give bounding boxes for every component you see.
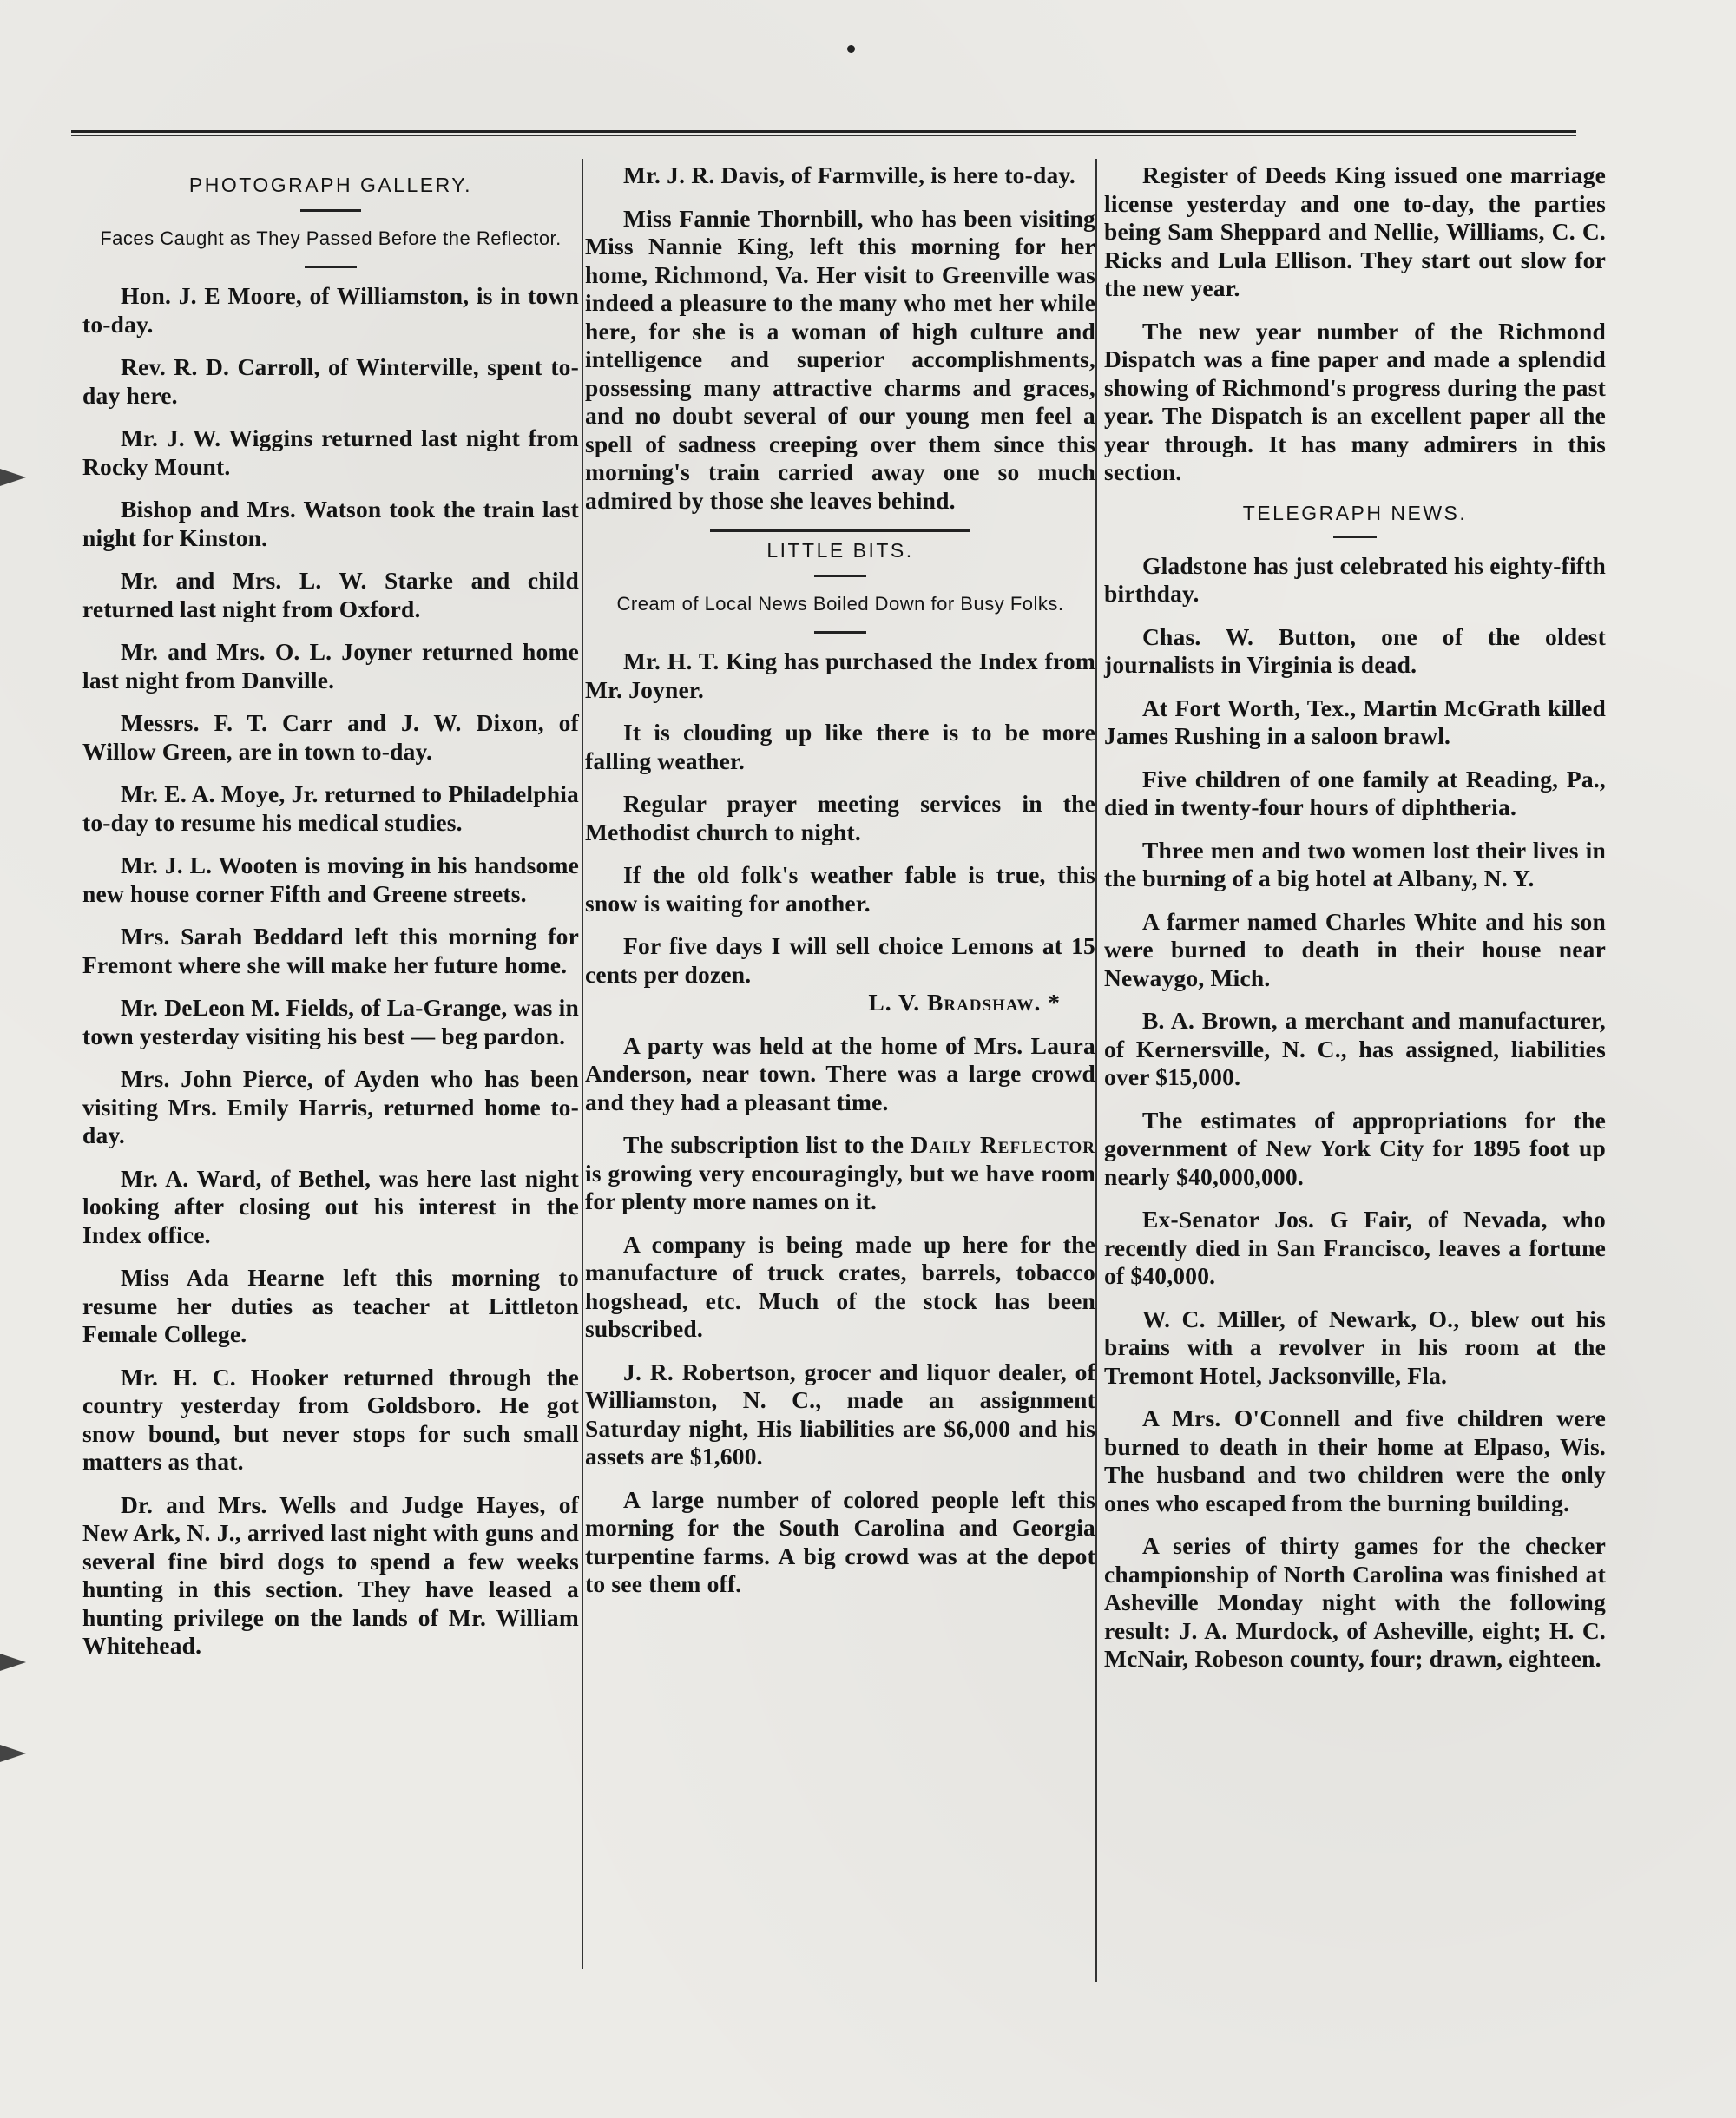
section-subheading: Faces Caught as They Passed Before the Reflector.: [100, 227, 562, 249]
news-item: Register of Deeds King issued one marriage license yesterday and one to-day, the parties being Sam Sheppard and Nellie, Williams, C. C. Ricks and Lula Ellison. They start out slow for the new year.: [1104, 161, 1606, 301]
divider: [1333, 536, 1377, 538]
text: is growing very encouragingly, but we have room for plenty more names on it.: [585, 1159, 1095, 1214]
ink-speck: [847, 45, 855, 53]
column-divider: [582, 159, 583, 1969]
section-subheading: Cream of Local News Boiled Down for Busy Folks.: [616, 593, 1064, 615]
news-item: If the old folk's weather fable is true, this snow is waiting for another.: [585, 861, 1095, 917]
news-item: A series of thirty games for the checker championship of North Carolina was finished at Asheville Monday night with the following result: J. A. Murdock, of Asheville, eight; H. C. McNair, Robeson county, four; drawn, eighteen.: [1104, 1532, 1606, 1672]
section-heading: LITTLE BITS.: [766, 539, 914, 562]
news-items: [585, 1032, 1095, 1117]
divider: [814, 575, 866, 577]
news-items: [1104, 161, 1606, 487]
news-items: [585, 648, 1095, 918]
news-item: Mr. H. C. Hooker returned through the country yesterday from Goldsboro. He got snow bound, but never stops for such small matters as that.: [82, 1363, 579, 1475]
paper-name: Daily Reflector: [911, 1131, 1095, 1158]
news-item: Mr. J. W. Wiggins returned last night from Rocky Mount.: [82, 424, 579, 480]
edge-mark: [0, 1654, 52, 1671]
news-item: Mr. J. R. Davis, of Farmville, is here to-day.: [623, 161, 1075, 188]
news-item: Mr. DeLeon M. Fields, of La-Grange, was in town yesterday visiting his best — beg pardon.: [82, 994, 579, 1049]
divider: [710, 530, 970, 532]
news-item: Rev. R. D. Carroll, of Winterville, spent to-day here.: [82, 353, 579, 409]
news-item: Mr. and Mrs. L. W. Starke and child returned last night from Oxford.: [82, 567, 579, 622]
news-item: Five children of one family at Reading, Pa., died in twenty-four hours of diphtheria.: [1104, 765, 1606, 820]
news-item: Mr. E. A. Moye, Jr. returned to Philadelphia to-day to resume his medical studies.: [82, 780, 579, 836]
column-little-bits: [585, 161, 1095, 1614]
section-heading: PHOTOGRAPH GALLERY.: [188, 174, 473, 196]
divider: [814, 631, 866, 634]
news-item: The estimates of appropriations for the government of New York City for 1895 foot up nearly $40,000,000.: [1104, 1106, 1606, 1190]
news-item: A party was held at the home of Mrs. Laura Anderson, near town. There was a large crowd and they had a pleasant time.: [585, 1031, 1095, 1115]
news-items: [82, 282, 579, 1661]
column-divider: [1095, 159, 1097, 1982]
news-item: It is clouding up like there is to be more falling weather.: [585, 719, 1095, 774]
news-item: Miss Fannie Thornbill, who has been visiting Miss Nannie King, left this morning for her home, Richmond, Va. Her visit to Greenville was indeed a pleasure to the many who met her while here, for she is a woman of high culture and intelligence and superior accomplishments, possessing many attractive charms and graces, and no doubt several of our young men feel a spell of sadness creeping over them since this morning's train carried away one so much admired by those she leaves behind.: [585, 204, 1095, 514]
news-item: A large number of colored people left this morning for the South Carolina and Georgia turpentine farms. A big crowd was at the depot to see them off.: [585, 1485, 1095, 1597]
column-photograph-gallery: [82, 161, 579, 1675]
section-heading: TELEGRAPH NEWS.: [1242, 501, 1468, 524]
news-items: [585, 1231, 1095, 1599]
divider: [305, 266, 357, 268]
news-item: W. C. Miller, of Newark, O., blew out his brains with a revolver in his room at the Tremont Hotel, Jacksonville, Fla.: [1104, 1305, 1606, 1389]
news-item: A Mrs. O'Connell and five children were burned to death in their home at Elpaso, Wis. The husband and two children were the only ones who escaped from the burning building.: [1104, 1404, 1606, 1516]
news-item: [585, 1131, 1095, 1216]
news-item: Mrs. John Pierce, of Ayden who has been visiting Mrs. Emily Harris, returned home to-day.: [82, 1065, 579, 1148]
news-item: Mr. J. L. Wooten is moving in his handsome new house corner Fifth and Greene streets.: [82, 852, 579, 907]
news-item: Dr. and Mrs. Wells and Judge Hayes, of New Ark, N. J., arrived last night with guns and several fine bird dogs to spend a few weeks hunting in this section. They have leased a hunting privilege on the lands of Mr. William Whitehead.: [82, 1490, 579, 1659]
news-item: Gladstone has just celebrated his eighty-fifth birthday.: [1104, 551, 1606, 607]
news-item: A company is being made up here for the manufacture of truck crates, barrels, tobacco hogshead, etc. Much of the stock has been subscribed.: [585, 1230, 1095, 1342]
news-item: At Fort Worth, Tex., Martin McGrath killed James Rushing in a saloon brawl.: [1104, 694, 1606, 749]
news-item: Ex-Senator Jos. G Fair, of Nevada, who recently died in San Francisco, leaves a fortune of $40,000.: [1104, 1206, 1606, 1289]
news-item: Mrs. Sarah Beddard left this morning for Fremont where she will make her future home.: [82, 923, 579, 978]
top-rule: [71, 130, 1069, 136]
news-item: Mr. H. T. King has purchased the Index from Mr. Joyner.: [585, 648, 1095, 703]
top-rule: [1066, 130, 1576, 136]
news-item: Regular prayer meeting services in the Methodist church to night.: [585, 790, 1095, 845]
news-item: Mr. A. Ward, of Bethel, was here last night looking after closing out his interest in the Index office.: [82, 1164, 579, 1248]
ad-signature: L. V. Bradshaw. *: [868, 989, 1061, 1016]
news-items: [585, 161, 1095, 515]
edge-mark: [0, 469, 52, 486]
news-item: B. A. Brown, a merchant and manufacturer, of Kernersville, N. C., has assigned, liabilities over $15,000.: [1104, 1007, 1606, 1090]
edge-mark: [0, 1745, 52, 1762]
news-item: J. R. Robertson, grocer and liquor dealer, of Williamston, N. C., made an assignment Saturday night, His liabilities are $6,000 and his assets are $1,600.: [585, 1358, 1095, 1470]
ad-text: For five days I will sell choice Lemons at 15 cents per dozen.: [585, 932, 1095, 988]
news-item: Three men and two women lost their lives in the burning of a big hotel at Albany, N. Y.: [1104, 836, 1606, 891]
news-item: Miss Ada Hearne left this morning to resume her duties as teacher at Littleton Female College.: [82, 1264, 579, 1347]
news-item: Bishop and Mrs. Watson took the train last night for Kinston.: [82, 496, 579, 551]
text: The subscription list to the: [623, 1131, 911, 1158]
news-item: A farmer named Charles White and his son were burned to death in their house near Newaygo, Mich.: [1104, 907, 1606, 991]
divider: [300, 209, 361, 212]
news-item: Hon. J. E Moore, of Williamston, is in town to-day.: [82, 282, 579, 338]
advertisement: [585, 932, 1095, 1017]
news-item: Mr. and Mrs. O. L. Joyner returned home last night from Danville.: [82, 638, 579, 694]
column-telegraph-news: [1104, 161, 1606, 1688]
news-items: [1104, 552, 1606, 1674]
news-item: Chas. W. Button, one of the oldest journalists in Virginia is dead.: [1104, 622, 1606, 678]
news-item: Messrs. F. T. Carr and J. W. Dixon, of Willow Green, are in town to-day.: [82, 709, 579, 765]
news-item: The new year number of the Richmond Dispatch was a fine paper and made a splendid showing of Richmond's progress during the past year. The Dispatch is an excellent paper all the year through. It has many admirers in this section.: [1104, 317, 1606, 485]
